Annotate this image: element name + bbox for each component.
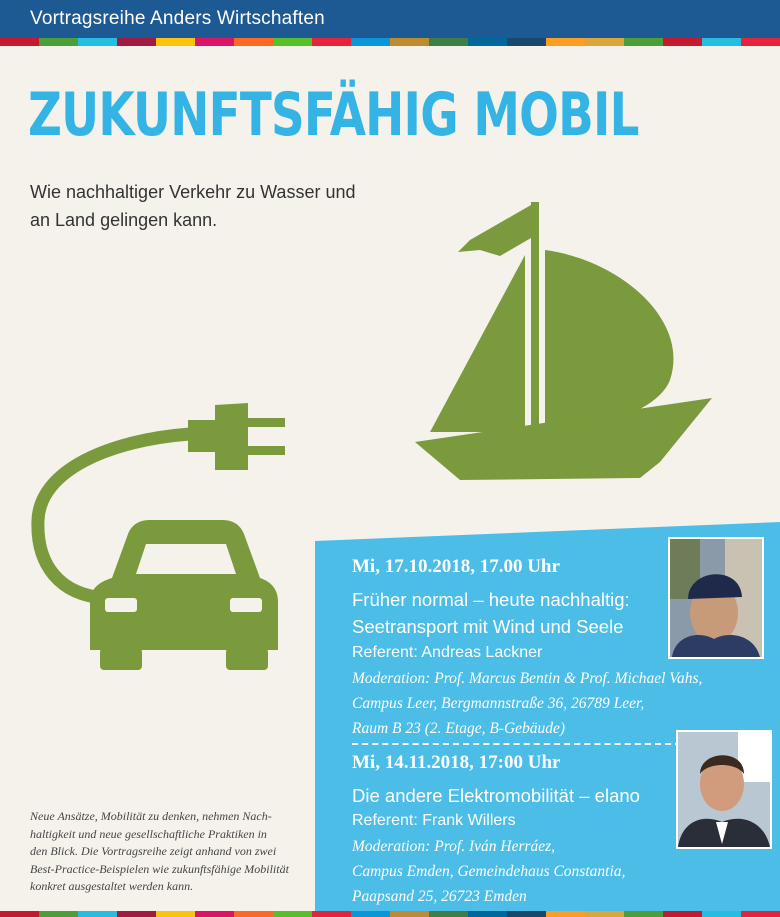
event-title-line: Früher normal – heute nachhaltig:	[352, 589, 630, 610]
stripe-segment	[546, 911, 585, 917]
footnote-line: den Blick. Die Vortragsreihe zeigt anhand von zwei	[30, 844, 277, 858]
stripe-segment	[273, 911, 312, 917]
stripe-segment	[741, 911, 780, 917]
stripe-segment	[390, 911, 429, 917]
speaker-photo-andreas-lackner	[668, 537, 764, 659]
stripe-segment	[78, 911, 117, 917]
event-moderation-line: Moderation: Prof. Iván Herráez,	[352, 838, 556, 855]
event-moderation-line: Raum B 23 (2. Etage, B-Gebäude)	[352, 720, 566, 737]
stripe-segment	[312, 911, 351, 917]
event-moderation-line: Paapsand 25, 26723 Emden	[352, 888, 527, 905]
color-stripe-bottom	[0, 911, 780, 917]
event-date: Mi, 17.10.2018, 17.00 Uhr	[352, 556, 560, 577]
stripe-segment	[234, 911, 273, 917]
footnote-line: Best-Practice-Beispielen wie zukunftsfähige Mobilität	[30, 861, 289, 876]
footnote-line: konkret ausgestaltet werden kann.	[30, 879, 194, 893]
event-title-line: Seetransport mit Wind und Seele	[352, 616, 624, 637]
event-title	[352, 782, 640, 809]
stripe-segment	[117, 911, 156, 917]
sailboat-icon	[415, 202, 712, 480]
footnote-line: Neue Ansätze, Mobilität zu denken, nehmen Nach-	[30, 809, 272, 823]
stripe-segment	[507, 911, 546, 917]
stripe-segment	[156, 911, 195, 917]
event-moderation-line: Campus Emden, Gemeindehaus Constantia,	[352, 863, 626, 880]
event-speaker: Referent: Andreas Lackner	[352, 644, 543, 661]
subtitle-line: Wie nachhaltiger Verkehr zu Wasser und	[30, 182, 356, 202]
stripe-segment	[39, 911, 78, 917]
stripe-segment	[585, 911, 624, 917]
event-title	[352, 586, 630, 640]
event-speaker: Referent: Frank Willers	[352, 812, 516, 829]
stripe-segment	[468, 911, 507, 917]
stripe-segment	[195, 911, 234, 917]
stripe-segment	[702, 911, 741, 917]
electric-car-plug-icon	[38, 403, 285, 670]
stripe-segment	[429, 911, 468, 917]
page-title: ZUKUNFTSFÄHIG MOBIL	[28, 80, 639, 150]
stripe-segment	[663, 911, 702, 917]
event-date: Mi, 14.11.2018, 17:00 Uhr	[352, 752, 561, 773]
event-moderation-line: Moderation: Prof. Marcus Bentin & Prof. Michael Vahs,	[352, 670, 703, 687]
event-title-line: Die andere Elektromobilität – elano	[352, 785, 640, 806]
stripe-segment	[351, 911, 390, 917]
event-moderation	[352, 834, 625, 909]
footnote-line: haltigkeit und neue gesellschaftliche Praktiken in	[30, 826, 267, 841]
speaker-photo-frank-willers	[676, 730, 772, 849]
stripe-segment	[0, 911, 39, 917]
subtitle-line: an Land gelingen kann.	[30, 210, 218, 230]
stripe-segment	[624, 911, 663, 917]
event-moderation-line: Campus Leer, Bergmannstraße 36, 26789 Leer,	[352, 695, 645, 712]
event-moderation	[352, 666, 702, 741]
series-title: Vortragsreihe Anders Wirtschaften	[30, 8, 325, 29]
description-footnote	[30, 808, 320, 896]
